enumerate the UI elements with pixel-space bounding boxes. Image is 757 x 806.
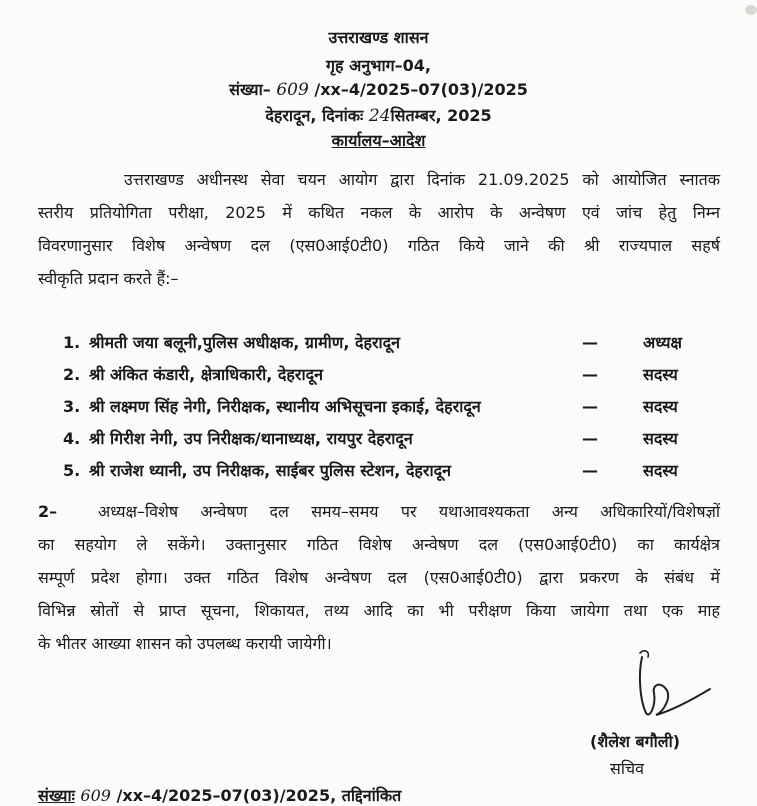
- paragraph-1: [38, 163, 720, 295]
- paragraph-2-line: के भीतर आख्या शासन को उपलब्ध करायी जायेगी।: [38, 634, 332, 653]
- member-role: सदस्य: [643, 397, 678, 416]
- member-number: 1.: [63, 333, 81, 352]
- footer-reference: [38, 784, 401, 806]
- paragraph-1-line: स्तरीय प्रतियोगिता परीक्षा, 2025 में कथित नकल के आरोप के अन्वेषण एवं जांच हेतु निम्न: [38, 203, 720, 222]
- order-number-suffix: /xx–4/2025–07(03)/2025: [314, 80, 528, 99]
- member-number: 2.: [63, 365, 81, 384]
- member-role: अध्यक्ष: [643, 333, 682, 352]
- paragraph-1-line: विवरणानुसार विशेष अन्वेषण दल (एस0आई0टी0) गठित किये जाने की श्री राज्यपाल सहर्ष: [38, 236, 720, 255]
- member-details: श्री गिरीश नेगी, उप निरीक्षक/थानाध्यक्ष, रायपुर देहरादून: [89, 429, 413, 448]
- member-role: सदस्य: [643, 461, 678, 480]
- member-details: श्रीमती जया बलूनी,पुलिस अधीक्षक, ग्रामीण, देहरादून: [89, 333, 401, 352]
- member-row: [63, 455, 713, 487]
- date-suffix: सितम्बर, 2025: [390, 106, 492, 125]
- header-government: उत्तराखण्ड शासन: [328, 28, 429, 47]
- member-row: [63, 359, 713, 391]
- paragraph-2-line: का सहयोग ले सकेंगे। उक्तानुसार गठित विशेष अन्वेषण दल (एस0आई0टी0) का कार्यक्षेत्र: [38, 535, 720, 554]
- sit-members-list: [63, 327, 713, 487]
- paragraph-2-line: सम्पूर्ण प्रदेश होगा। उक्त गठित विशेष अन्वेषण दल (एस0आई0टी0) द्वारा प्रकरण के संबंध में: [38, 568, 720, 587]
- order-number-handwritten: 609: [276, 80, 309, 100]
- footer-suffix: /xx–4/2025–07(03)/2025, तद्दिनांकित: [116, 786, 402, 805]
- document-title: कार्यालय–आदेश: [331, 131, 426, 150]
- member-row: [63, 423, 713, 455]
- corner-smudge: [745, 5, 757, 15]
- footer-prefix: संख्याः: [38, 786, 75, 805]
- member-dash: —: [582, 461, 598, 480]
- footer-handwritten-number: 609: [80, 786, 111, 805]
- date-handwritten: 24: [368, 106, 391, 126]
- paragraph-2-first-line: [38, 495, 720, 528]
- signatory-designation: सचिव: [610, 759, 645, 778]
- paragraph-2: [38, 495, 720, 660]
- member-dash: —: [582, 397, 598, 416]
- member-role: सदस्य: [643, 429, 678, 448]
- member-details: श्री लक्ष्मण सिंह नेगी, निरीक्षक, स्थानीय अभिसूचना इकाई, देहरादून: [89, 397, 481, 416]
- order-number-prefix: संख्या–: [229, 80, 271, 99]
- signatory-name: (शैलेश बगौली): [590, 732, 681, 751]
- paragraph-1-line: उत्तराखण्ड अधीनस्थ सेवा चयन आयोग द्वारा दिनांक 21.09.2025 को आयोजित स्नातक: [124, 170, 720, 189]
- member-role: सदस्य: [643, 365, 678, 384]
- header-department: गृह अनुभाग–04,: [326, 56, 431, 75]
- member-dash: —: [582, 365, 598, 384]
- member-number: 4.: [63, 429, 81, 448]
- paragraph-2-line: अध्यक्ष–विशेष अन्वेषण दल समय–समय पर यथाआवश्यकता अन्य अधिकारियों/विशेषज्ञों: [98, 502, 720, 521]
- paragraph-1-line: स्वीकृति प्रदान करते हैं:–: [38, 269, 179, 288]
- member-number: 3.: [63, 397, 81, 416]
- signature-mark: [620, 645, 720, 725]
- paragraph-2-line: विभिन्न स्रोतों से प्राप्त सूचना, शिकायत, तथ्य आदि का भी परीक्षण किया जायेगा तथा एक माह: [38, 601, 720, 620]
- member-details: श्री अंकित कंडारी, क्षेत्राधिकारी, देहरादून: [89, 365, 323, 384]
- date-prefix: देहरादून, दिनांकः: [265, 106, 364, 125]
- member-details: श्री राजेश ध्यानी, उप निरीक्षक, साईबर पुलिस स्टेशन, देहरादून: [89, 461, 451, 480]
- member-dash: —: [582, 333, 598, 352]
- header-order-number: [0, 80, 757, 100]
- paragraph-2-number: 2–: [38, 502, 58, 521]
- member-dash: —: [582, 429, 598, 448]
- member-row: [63, 327, 713, 359]
- member-row: [63, 391, 713, 423]
- header-date: [0, 106, 757, 126]
- member-number: 5.: [63, 461, 81, 480]
